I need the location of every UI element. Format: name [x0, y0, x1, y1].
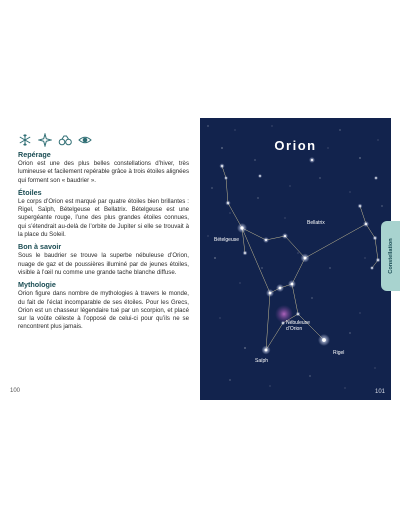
background-stars [208, 126, 386, 389]
constellation-map [200, 118, 391, 400]
label-nebula [286, 321, 310, 332]
left-page [0, 118, 200, 400]
section-text-reperage: Orion est une des plus belles constellations d’hiver, très lumineuse et facilement repérable grâce à trois étoiles alignées qui forment son « baudrier ». [18, 160, 189, 184]
page-number-left: 100 [10, 388, 21, 394]
section-text-etoiles: Le corps d’Orion est marqué par quatre étoiles bien brillantes : Rigel, Saïph, Bételgeuse et Bellatrix. Bételgeuse est une supergéante rouge, l’une des plus grandes étoiles connues, qui s’étendrait au-delà de l’orbite de Jupiter si elle se trouvait à la place du Soleil. [18, 197, 189, 239]
section-tab-label: Constellation [387, 238, 394, 274]
page-number-right: 101 [374, 389, 385, 395]
label-saiph: Saïph [255, 358, 269, 364]
book-spread [0, 118, 400, 400]
constellation-title: Orion [274, 138, 317, 153]
label-nebula-line1: Nébuleuse [286, 320, 310, 326]
eye-icon [78, 133, 92, 147]
label-bellatrix: Bellatrix [307, 220, 325, 226]
label-nebula-line2: d’Orion [286, 325, 303, 332]
section-text-mythologie: Orion figure dans nombre de mythologies à travers le monde, du fait de l’éclat incomparable de ses étoiles. Pour les Grecs, Orion est un chasseur légendaire tué par un scorpion, et placé sur la voûte céleste à l’opposé de celui-ci pour qu’ils ne se rencontrent plus jamais. [18, 290, 189, 331]
section-text-bon-a-savoir: Sous le baudrier se trouve la superbe nébuleuse d’Orion, nuage de gaz et de poussières illuminé par de jeunes étoiles, visible à l’œil nu comme une grande tache blanche diffuse. [18, 252, 189, 276]
section-heading-etoiles: Étoiles [18, 187, 42, 197]
snowflake-icon [18, 133, 32, 147]
label-betelgeuse: Bételgeuse [214, 237, 240, 243]
icon-row [18, 133, 92, 147]
binoculars-icon [58, 133, 72, 147]
label-rigel: Rigel [333, 350, 345, 356]
section-heading-mythologie: Mythologie [18, 280, 56, 290]
sparkle-icon [38, 133, 52, 147]
section-heading-bon-a-savoir: Bon à savoir [18, 242, 62, 252]
section-heading-reperage: Repérage [18, 150, 51, 159]
section-tab-constellation [381, 221, 400, 291]
text-column [18, 148, 189, 335]
right-page-star-map [200, 118, 391, 400]
